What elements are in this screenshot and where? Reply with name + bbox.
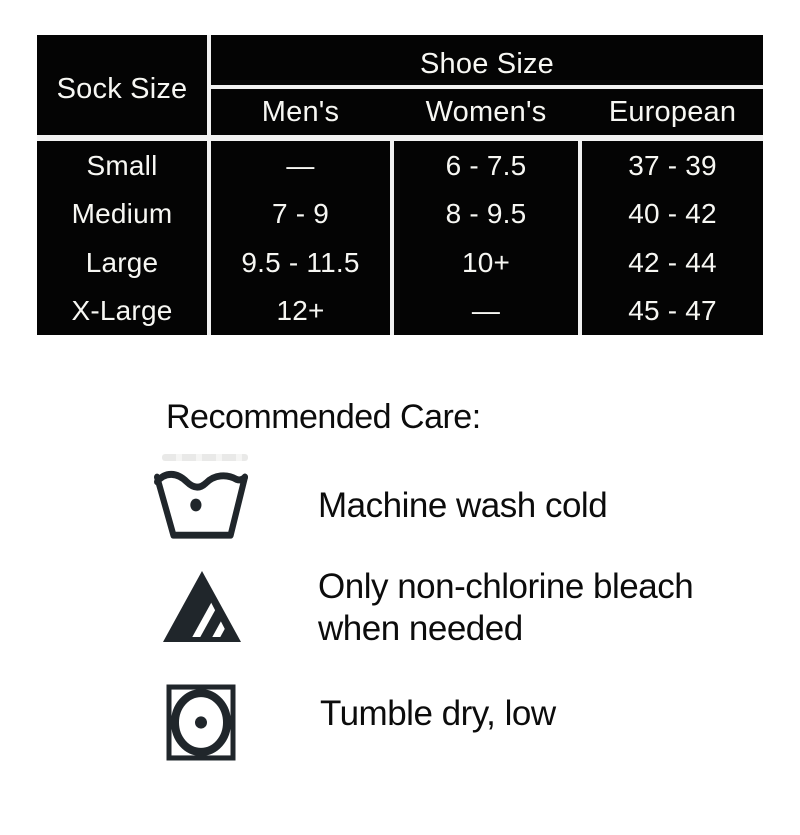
group-header-shoe-size: Shoe Size [420,47,554,80]
table-row-medium-womens: 8 - 9.5 [445,198,527,229]
faint-print-artifact [162,454,248,461]
table-row-large-size: Large [85,246,159,278]
table-row-small-size: Small [86,149,158,181]
grid-divider-vertical-body-2 [578,141,582,335]
table-row-small-mens: — [286,149,315,181]
column-header-womens: Women's [425,96,547,128]
table-row-xlarge-size: X-Large [71,295,173,326]
table-row-small-european: 37 - 39 [628,149,717,181]
non-chlorine-bleach-icon [160,568,244,646]
column-header-mens: Men's [261,96,340,128]
grid-divider-vertical-full [207,35,211,335]
tumble-dry-low-icon [166,684,236,761]
column-header-european: European [608,96,737,128]
table-row-medium-mens: 7 - 9 [271,198,330,229]
grid-divider-vertical-body-1 [390,141,394,335]
table-row-xlarge-mens: 12+ [276,295,325,326]
care-heading: Recommended Care: [166,398,481,436]
sock-size-table [37,35,763,335]
care-label-machine-wash: Machine wash cold [318,486,608,525]
table-row-xlarge-womens: — [471,295,501,326]
corner-header-sock-size: Sock Size [56,72,188,105]
table-row-medium-size: Medium [71,198,173,229]
care-label-tumble-dry: Tumble dry, low [320,694,556,733]
grid-divider-under-headers [37,135,763,141]
machine-wash-cold-icon [153,469,249,541]
table-row-xlarge-european: 45 - 47 [628,295,717,326]
grid-divider-under-shoe-size [207,85,763,89]
table-row-large-womens: 10+ [461,246,511,278]
table-row-large-european: 42 - 44 [628,246,717,278]
care-label-bleach: Only non-chlorine bleach when needed [318,567,694,648]
table-row-small-womens: 6 - 7.5 [445,149,527,181]
table-row-large-mens: 9.5 - 11.5 [241,246,360,278]
table-row-medium-european: 40 - 42 [628,198,717,229]
